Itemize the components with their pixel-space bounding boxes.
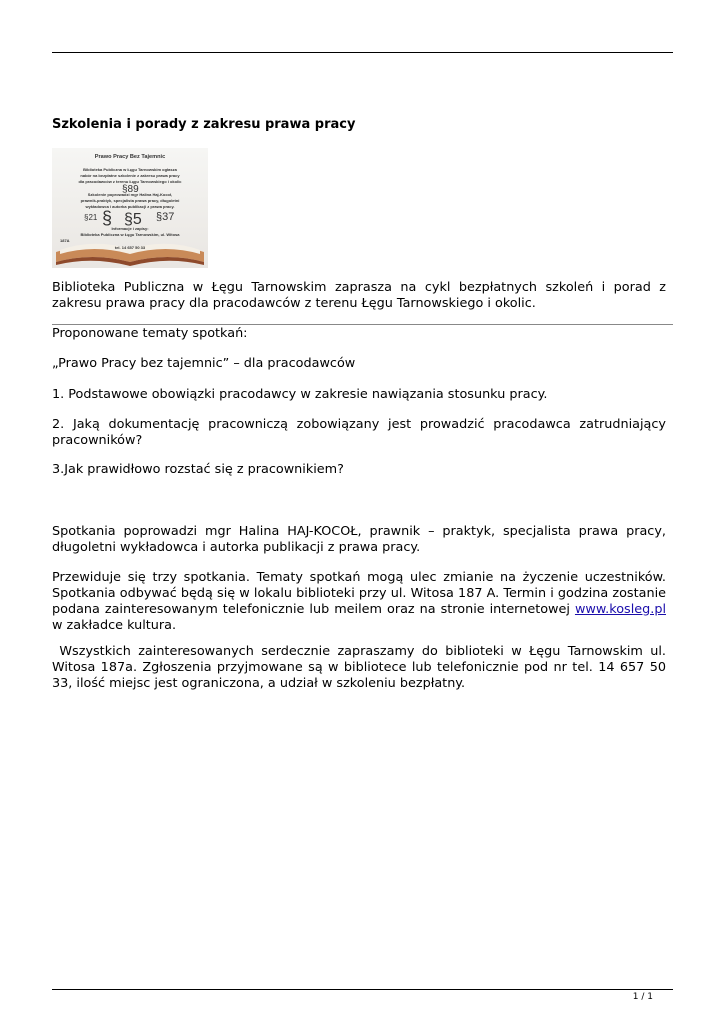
poster-phone: tel. 14 657 50 33 bbox=[114, 245, 146, 250]
poster-line: Informacje i zapisy: bbox=[111, 226, 149, 231]
footer-rule bbox=[52, 989, 673, 990]
poster-section-4: §21 bbox=[84, 213, 98, 222]
page-title: Szkolenia i porady z zakresu prawa pracy bbox=[52, 117, 356, 132]
poster-line: 187A bbox=[60, 238, 70, 243]
topic-item-3: 3.Jak prawidłowo rozstać się z pracownikiem? bbox=[52, 462, 344, 477]
poster-line: Szkolenie poprowadzi mgr Halina Haj-Kocoł, bbox=[87, 192, 173, 197]
topic-item-2: 2. Jaką dokumentację pracowniczą zobowiązany jest prowadzić pracodawca zatrudniający pracowników? bbox=[52, 417, 666, 448]
meetings-paragraph bbox=[52, 570, 666, 634]
poster-heading: Prawo Pracy Bez Tajemnic bbox=[94, 154, 166, 160]
poster-line: nabór na bezpłatne szkolenie z zakresu prawa pracy bbox=[80, 173, 180, 178]
intro-paragraph: Biblioteka Publiczna w Łęgu Tarnowskim zaprasza na cykl bezpłatnych szkoleń i porad z zakresu prawa pracy dla pracodawców z terenu Łęgu Tarnowskiego i okolic. bbox=[52, 280, 666, 311]
lecturer-paragraph: Spotkania poprowadzi mgr Halina HAJ-KOCOŁ, prawnik – praktyk, specjalista prawa pracy, długoletni wykładowca i autorka publikacji z prawa pracy. bbox=[52, 524, 666, 555]
poster-image bbox=[52, 148, 208, 268]
poster-line: wykładowca i autorka publikacji z prawa pracy. bbox=[85, 204, 175, 209]
poster-line: Biblioteka Publiczna w Łęgu Tarnowskim ogłasza bbox=[83, 167, 177, 172]
meetings-tail: w zakładce kultura. bbox=[52, 618, 177, 633]
topics-heading: Proponowane tematy spotkań: bbox=[52, 326, 248, 341]
poster-section-3: §37 bbox=[156, 211, 175, 223]
website-link[interactable]: www.kosleg.pl bbox=[574, 602, 666, 617]
series-title: „Prawo Pracy bez tajemnic” – dla pracodawców bbox=[52, 356, 356, 371]
poster-section-1: §89 bbox=[122, 184, 139, 195]
page-number: 1 / 1 bbox=[632, 992, 653, 1002]
poster-line: dla pracodawców z terenu Łęgu Tarnowskiego i okolic bbox=[78, 179, 182, 184]
meetings-text: Przewiduje się trzy spotkania. Tematy spotkań mogą ulec zmianie na życzenie uczestników. Spotkania odbywać będą się w lokalu biblioteki przy ul. Witosa 187 A. Termin i godzina zostanie podana zainteresowanym telefonicznie lub meilem oraz na stronie internetowej bbox=[52, 570, 666, 617]
topic-item-1: 1. Podstawowe obowiązki pracodawcy w zakresie nawiązania stosunku pracy. bbox=[52, 387, 548, 402]
poster-line: prawnik-praktyk, specjalista prawa pracy, długoletni bbox=[80, 198, 180, 203]
poster-section-5: § bbox=[102, 208, 113, 228]
poster-section-2: §5 bbox=[124, 211, 142, 228]
section-divider bbox=[52, 324, 673, 325]
header-rule bbox=[52, 52, 673, 53]
poster-line: Biblioteka Publiczna w Łęgu Tarnowskim, ul. Witosa bbox=[80, 232, 180, 237]
invitation-paragraph: Wszystkich zainteresowanych serdecznie zapraszamy do biblioteki w Łęgu Tarnowskim ul. Witosa 187a. Zgłoszenia przyjmowane są w bibliotece lub telefonicznie pod nr tel. 14 657 50 33, ilość miejsc jest ograniczona, a udział w szkoleniu bezpłatny. bbox=[52, 644, 671, 691]
